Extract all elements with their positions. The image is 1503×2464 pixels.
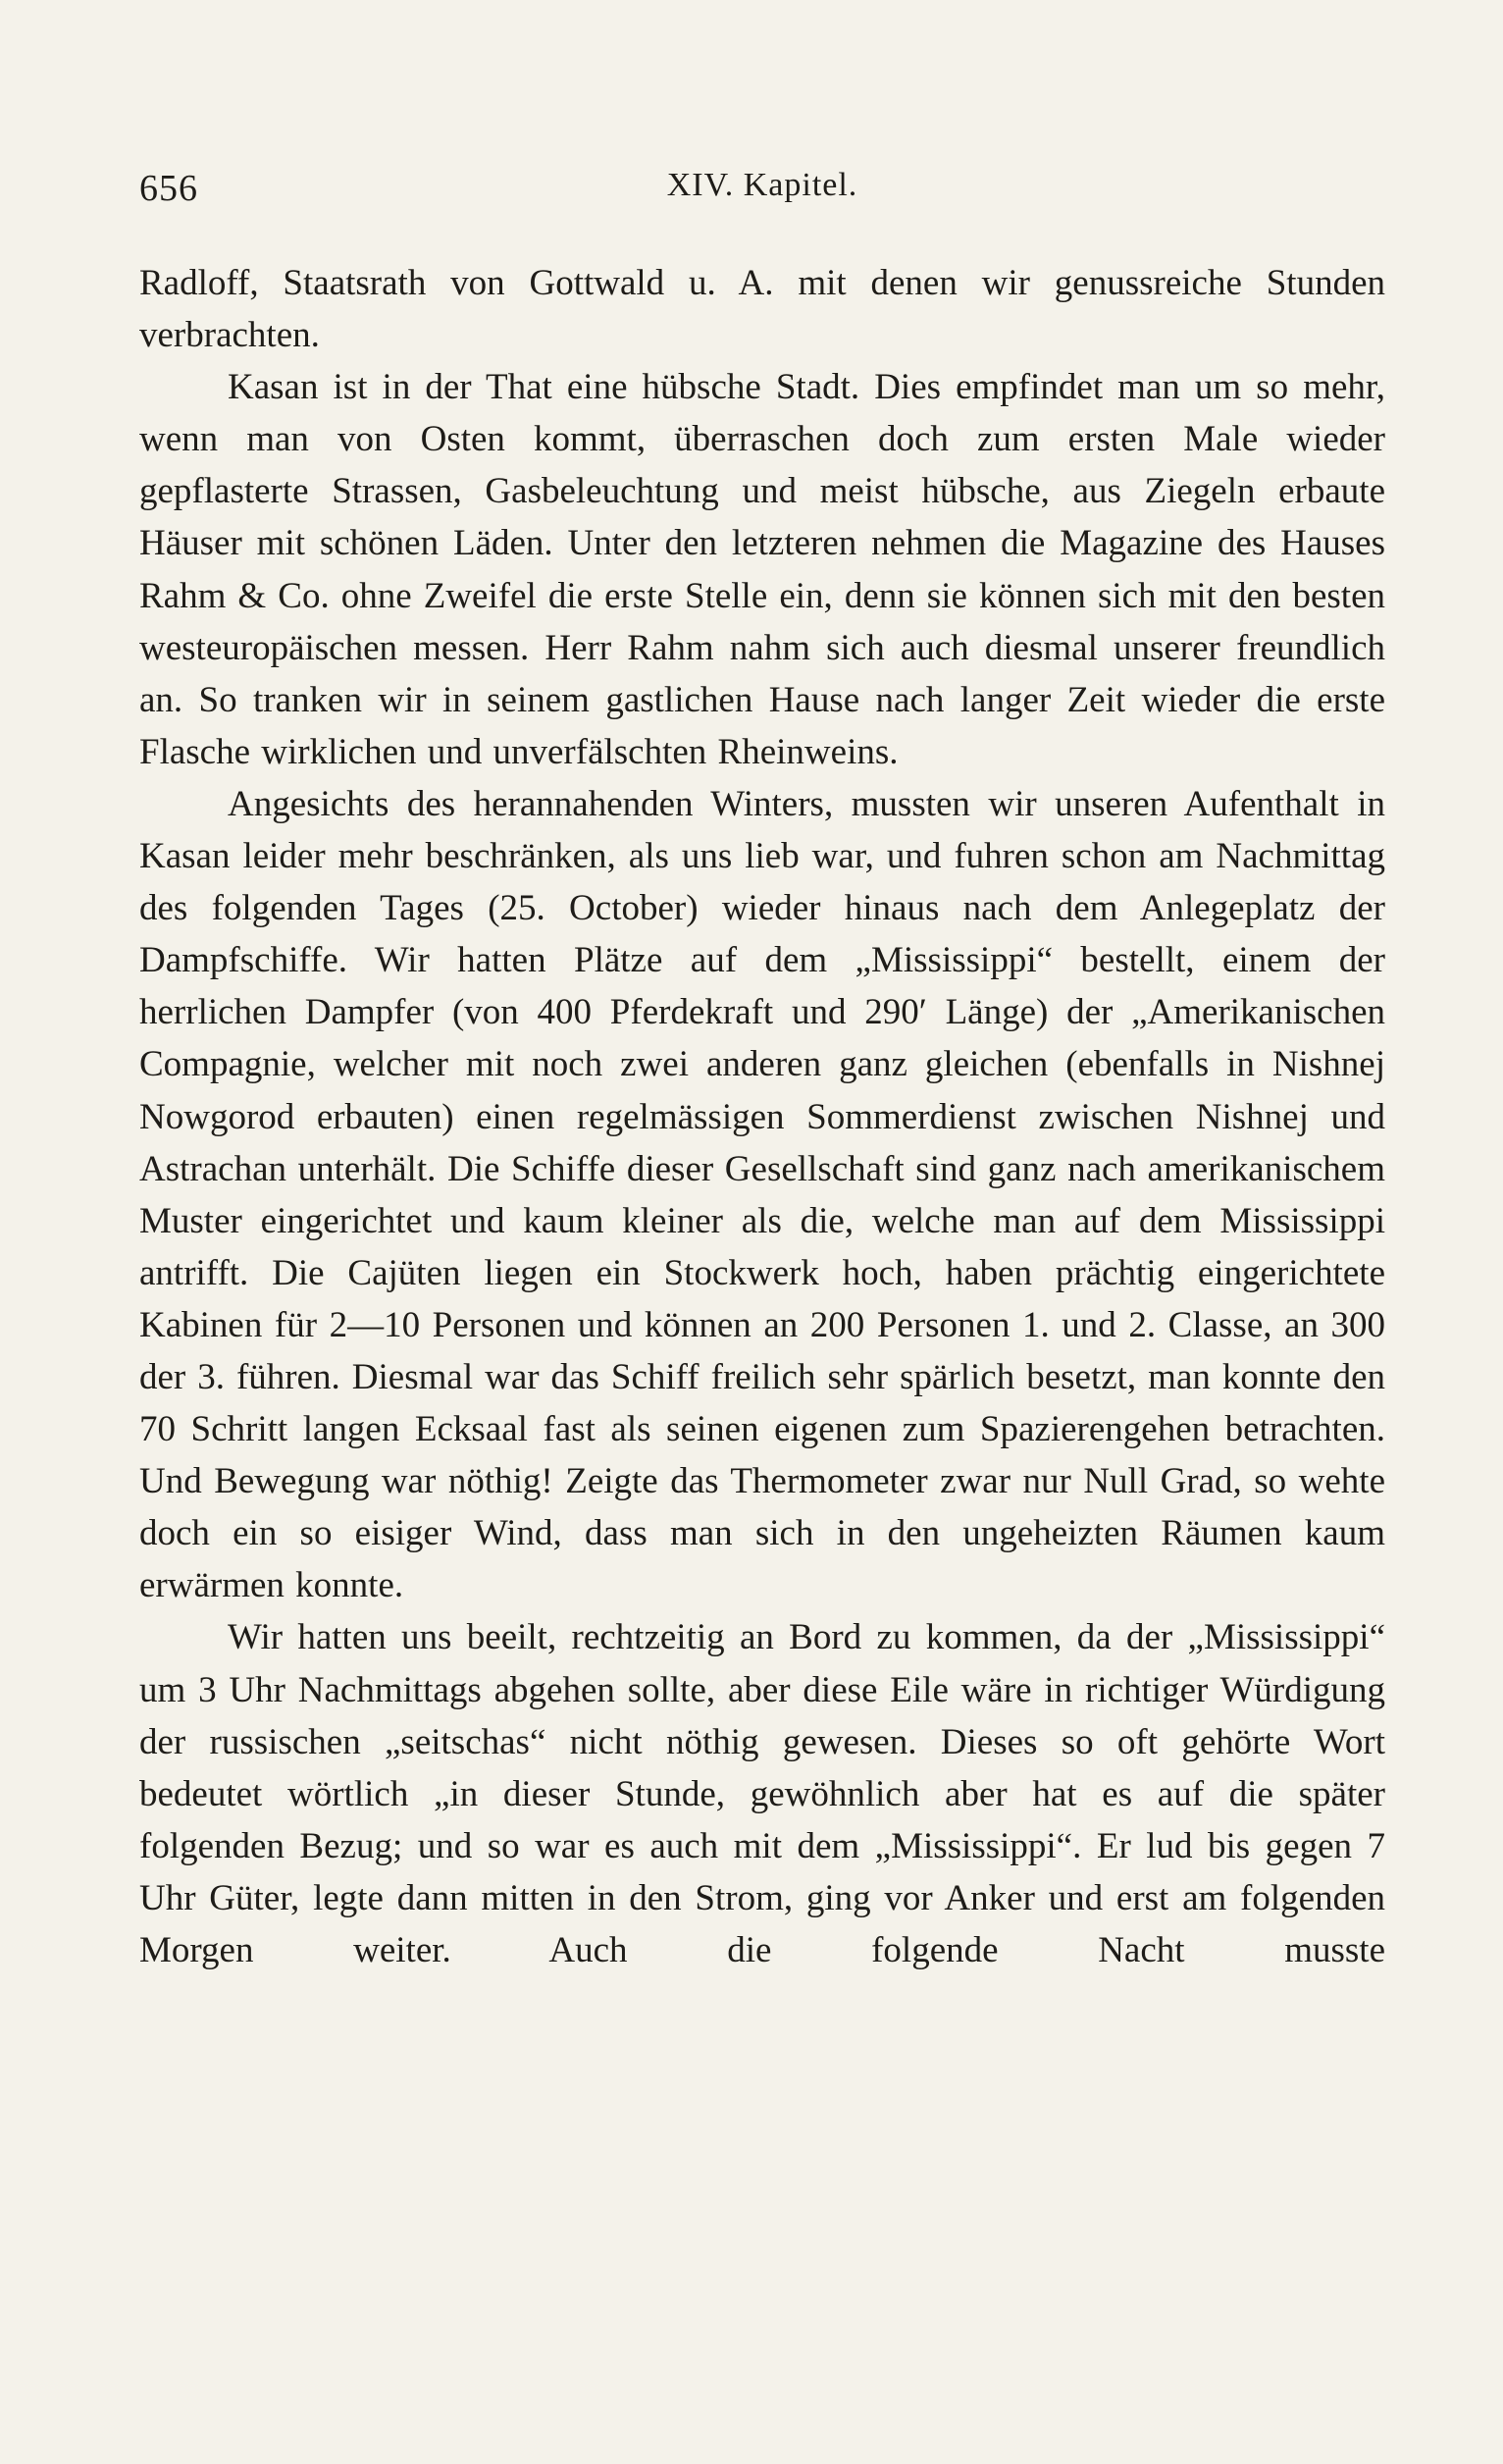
- page-header: [139, 167, 1385, 226]
- page-number: 656: [139, 168, 198, 209]
- paragraph: Angesichts des herannahenden Winters, mussten wir unseren Aufenthalt in Kasan leider mehr beschränken, als uns lieb war, und fuhren schon am Nachmittag des folgenden Tages (25. October) wieder hinaus nach dem Anlegeplatz der Dampfschiffe. Wir hatten Plätze auf dem „Mississippi“ bestellt, einem der herrlichen Dampfer (von 400 Pferdekraft und 290′ Länge) der „Amerikanischen Compagnie, welcher mit noch zwei anderen ganz gleichen (ebenfalls in Nishnej Nowgorod erbauten) einen regelmässigen Sommerdienst zwischen Nishnej und Astrachan unterhält. Die Schiffe dieser Gesellschaft sind ganz nach amerikanischem Muster eingerichtet und kaum kleiner als die, welche man auf dem Mississippi antrifft. Die Cajüten liegen ein Stockwerk hoch, haben prächtig eingerichtete Kabinen für 2—10 Personen und können an 200 Personen 1. und 2. Classe, an 300 der 3. führen. Diesmal war das Schiff freilich sehr spärlich besetzt, man konnte den 70 Schritt langen Ecksaal fast als seinen eigenen zum Spazierengehen betrachten. Und Bewegung war nöthig! Zeigte das Thermometer zwar nur Null Grad, so wehte doch ein so eisiger Wind, dass man sich in den ungeheizten Räumen kaum erwärmen konnte.: [139, 783, 1385, 1606]
- body-text: [139, 257, 1385, 1976]
- paragraph: Radloff, Staatsrath von Gottwald u. A. mit denen wir genussreiche Stunden verbrachten.: [139, 263, 1385, 356]
- running-head: XIV. Kapitel.: [666, 167, 858, 203]
- paragraph: Kasan ist in der That eine hübsche Stadt. Dies empfindet man um so mehr, wenn man von Osten kommt, überraschen doch zum ersten Male wieder gepflasterte Strassen, Gasbeleuchtung und meist hübsche, aus Ziegeln erbaute Häuser mit schönen Läden. Unter den letzteren nehmen die Magazine des Hauses Rahm & Co. ohne Zweifel die erste Stelle ein, denn sie können sich mit den besten westeuropäischen messen. Herr Rahm nahm sich auch diesmal unserer freundlich an. So tranken wir in seinem gastlichen Hause nach langer Zeit wieder die erste Flasche wirklichen und unverfälschten Rheinweins.: [139, 367, 1385, 772]
- paragraph: Wir hatten uns beeilt, rechtzeitig an Bord zu kommen, da der „Mississippi“ um 3 Uhr Nachmittags abgehen sollte, aber diese Eile wäre in richtiger Würdigung der russischen „seitschas“ nicht nöthig gewesen. Dieses so oft gehörte Wort bedeutet wörtlich „in dieser Stunde, gewöhnlich aber hat es auf die später folgenden Bezug; und so war es auch mit dem „Mississippi“. Er lud bis gegen 7 Uhr Güter, legte dann mitten in den Strom, ging vor Anker und erst am folgenden Morgen weiter. Auch die folgende Nacht musste: [139, 1617, 1385, 1970]
